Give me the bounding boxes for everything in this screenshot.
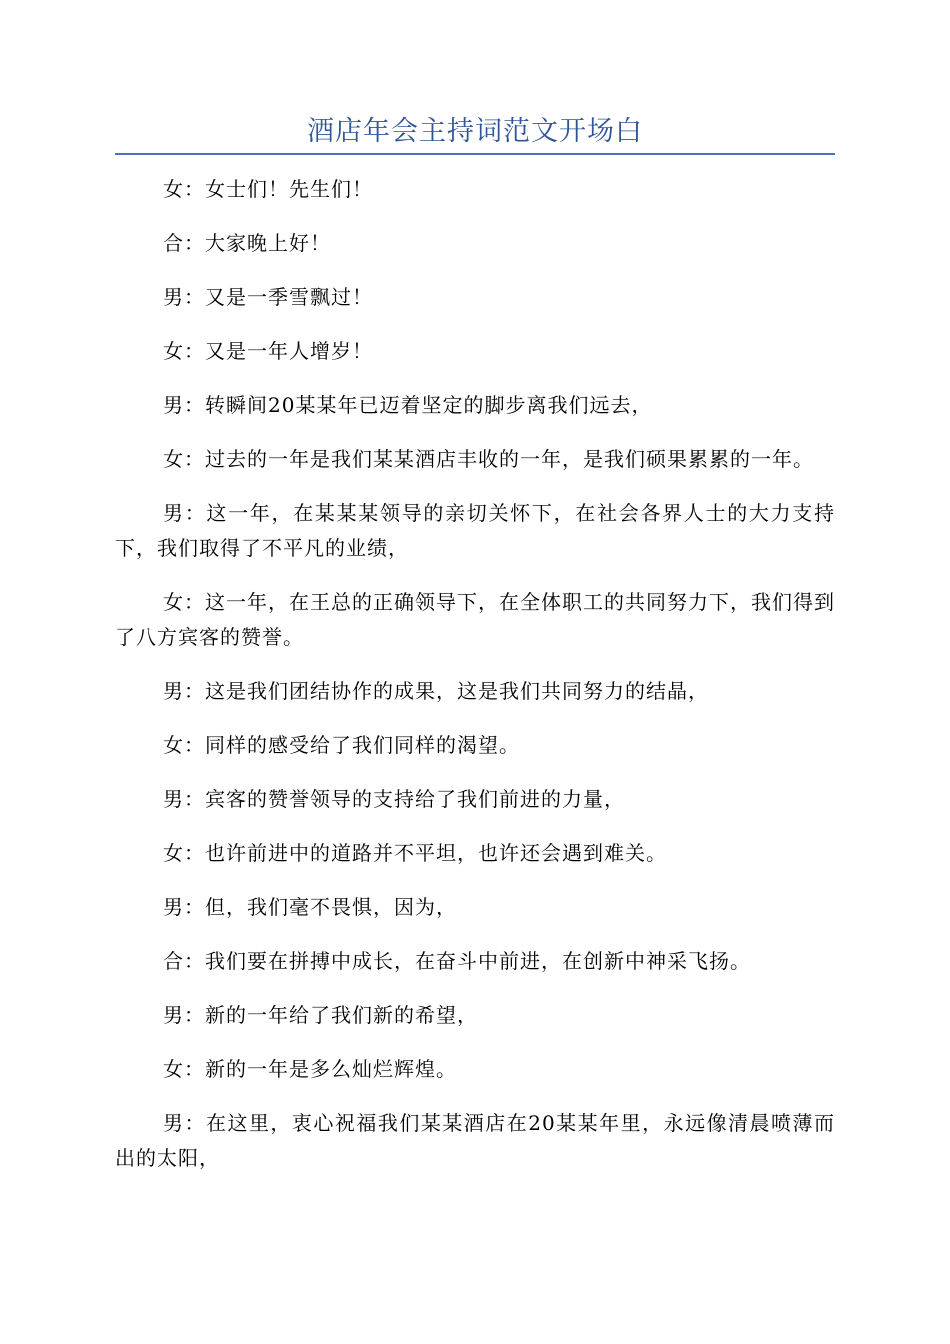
paragraph: 合：我们要在拼搏中成长，在奋斗中前进，在创新中神采飞扬。 bbox=[163, 949, 751, 973]
paragraph: 男：又是一季雪飘过！ bbox=[163, 285, 373, 309]
paragraph: 女：这一年，在王总的正确领导下，在全体职工的共同努力下，我们得到了八方宾客的赞誉。 bbox=[115, 590, 835, 649]
paragraph: 男：这一年，在某某某领导的亲切关怀下，在社会各界人士的大力支持下，我们取得了不平凡的业绩， bbox=[115, 501, 835, 560]
paragraph: 女：同样的感受给了我们同样的渴望。 bbox=[163, 733, 520, 757]
paragraph: 女：也许前进中的道路并不平坦，也许还会遇到难关。 bbox=[163, 841, 667, 865]
paragraph: 男：宾客的赞誉领导的支持给了我们前进的力量， bbox=[163, 787, 625, 811]
paragraph: 男：新的一年给了我们新的希望， bbox=[163, 1003, 478, 1027]
paragraph: 男：在这里，衷心祝福我们某某酒店在20某某年里，永远像清晨喷薄而出的太阳， bbox=[115, 1111, 835, 1170]
title-underline bbox=[115, 153, 835, 155]
paragraph: 女：过去的一年是我们某某酒店丰收的一年，是我们硕果累累的一年。 bbox=[163, 447, 814, 471]
paragraph: 女：新的一年是多么灿烂辉煌。 bbox=[163, 1057, 457, 1081]
paragraph: 合：大家晚上好！ bbox=[163, 231, 331, 255]
document-title: 酒店年会主持词范文开场白 bbox=[307, 116, 643, 147]
paragraph: 男：这是我们团结协作的成果，这是我们共同努力的结晶， bbox=[163, 679, 709, 703]
paragraph: 男：但，我们毫不畏惧，因为， bbox=[163, 895, 457, 919]
paragraph: 男：转瞬间20某某年已迈着坚定的脚步离我们远去， bbox=[163, 393, 653, 417]
document-body bbox=[115, 172, 835, 1195]
paragraph: 女：女士们！先生们！ bbox=[163, 177, 373, 201]
paragraph: 女：又是一年人增岁！ bbox=[163, 339, 373, 363]
